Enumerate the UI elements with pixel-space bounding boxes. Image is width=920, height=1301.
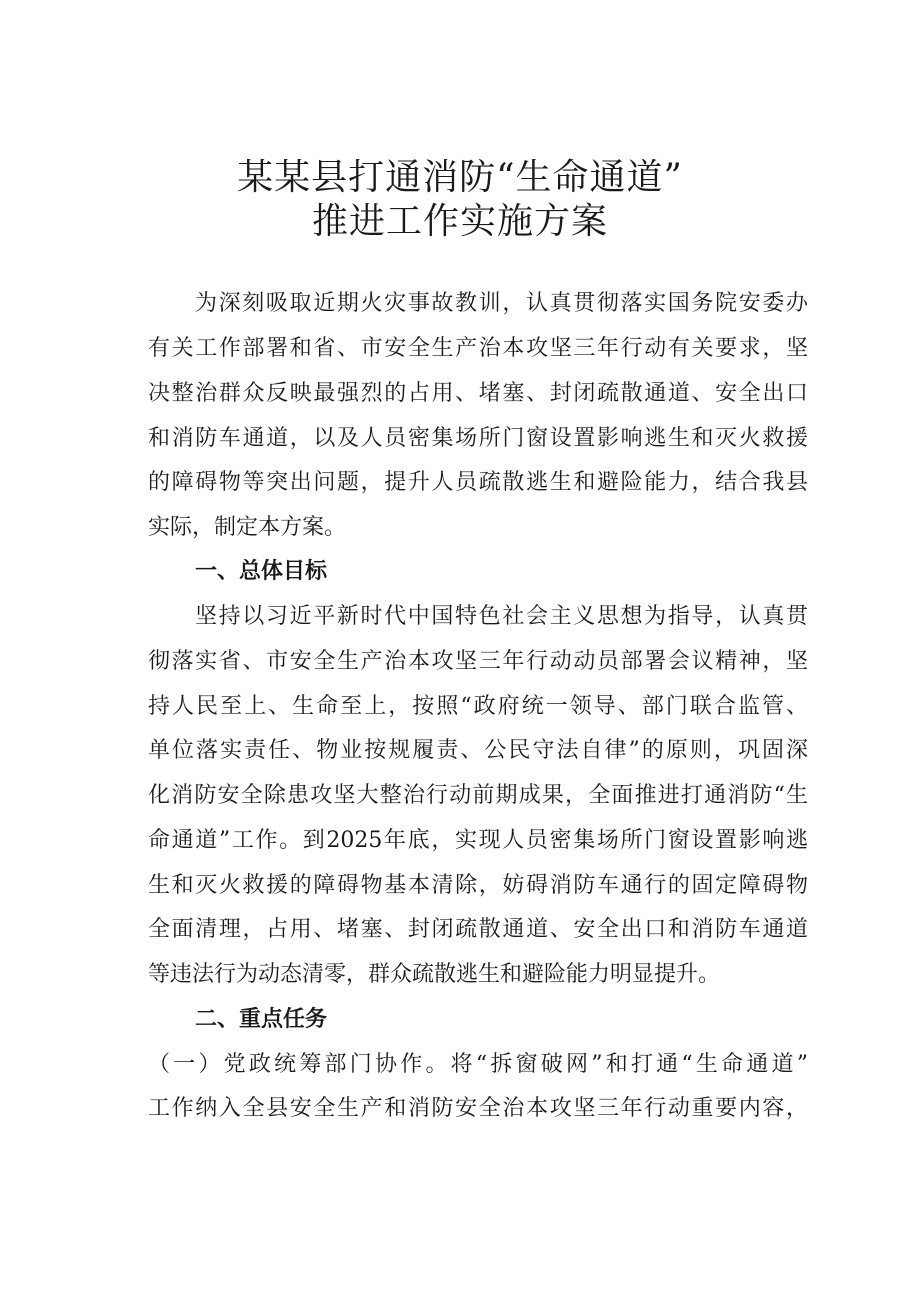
paragraph-line: 坚持以习近平新时代中国特色社会主义思想为指导，认真贯 (195, 604, 808, 629)
paragraph-line: 实际，制定本方案。 (148, 515, 347, 540)
paragraph-line: 等违法行为动态清零，群众疏散逃生和避险能力明显提升。 (148, 962, 721, 987)
paragraph-line: 化消防安全除患攻坚大整治行动前期成果，全面推进打通消防“生 (148, 783, 808, 808)
paragraph-line: 的障碍物等突出问题，提升人员疏散逃生和避险能力，结合我县 (148, 470, 808, 495)
paragraph-line: 为深刻吸取近期火灾事故教训，认真贯彻落实国务院安委办 (195, 291, 808, 316)
paragraph-line: 单位落实责任、物业按规履责、公民守法自律”的原则，巩固深 (148, 738, 808, 763)
document-title-line-2: 推进工作实施方案 (311, 201, 608, 242)
paragraph-line: 工作纳入全县安全生产和消防安全治本攻坚三年行动重要内容， (148, 1096, 808, 1121)
paragraph-line: 生和灭火救援的障碍物基本清除，妨碍消防车通行的固定障碍物 (148, 873, 808, 898)
paragraph-line: 和消防车通道，以及人员密集场所门窗设置影响逃生和灭火救援 (148, 426, 808, 451)
document-title-line-1: 某某县打通消防“生命通道” (237, 157, 683, 198)
paragraph-line: （一）党政统筹部门协作。将“拆窗破网”和打通“生命通道” (148, 1052, 808, 1077)
paragraph-line: 全面清理，占用、堵塞、封闭疏散通道、安全出口和消防车通道 (148, 917, 808, 942)
section-heading-overall-goal: 一、总体目标 (195, 559, 328, 584)
paragraph-line: 决整治群众反映最强烈的占用、堵塞、封闭疏散通道、安全出口 (148, 381, 808, 406)
section-heading-key-tasks: 二、重点任务 (195, 1007, 328, 1032)
paragraph-line: 有关工作部署和省、市安全生产治本攻坚三年行动有关要求，坚 (148, 336, 808, 361)
paragraph-line: 持人民至上、生命至上，按照“政府统一领导、部门联合监管、 (148, 694, 808, 719)
paragraph-line: 命通道”工作。到2025年底，实现人员密集场所门窗设置影响逃 (148, 828, 808, 853)
paragraph-line: 彻落实省、市安全生产治本攻坚三年行动动员部署会议精神，坚 (148, 649, 808, 674)
